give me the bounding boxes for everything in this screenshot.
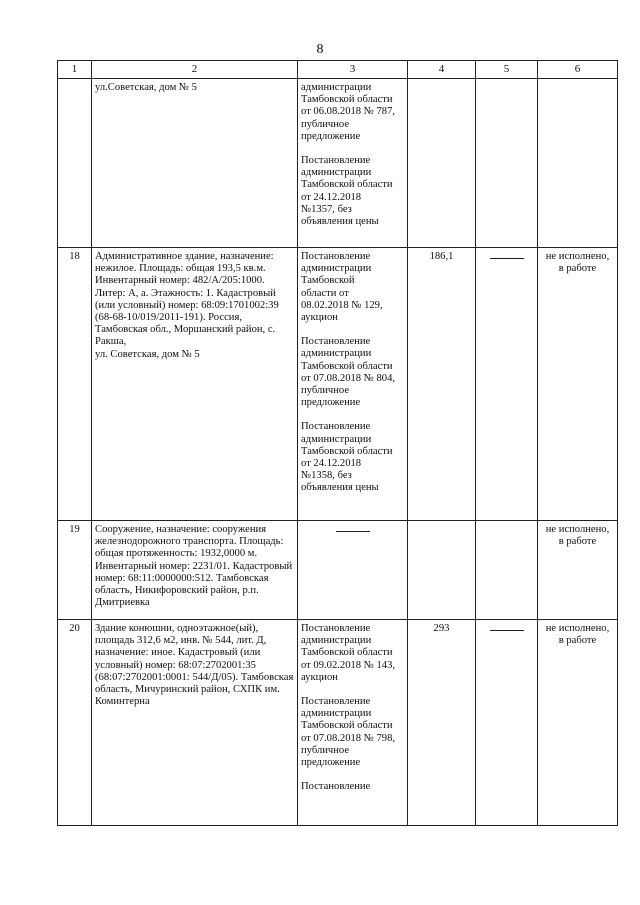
column-header: 4	[408, 61, 476, 79]
dash-mark	[490, 630, 524, 631]
table-row	[58, 620, 618, 826]
document-entry: Постановление администрации Тамбовской области от 09.02.2018 № 143, аукцион	[301, 623, 396, 683]
value-cell	[408, 79, 476, 248]
value-cell: 293	[408, 620, 476, 826]
col5-cell	[476, 79, 538, 248]
document-entry: администрации Тамбовской области от 06.08.2018 № 787, публичное предложение	[301, 82, 396, 142]
page-number: 8	[316, 42, 324, 57]
row-number	[58, 79, 92, 248]
document-entry: Постановление администрации Тамбовской области от 08.02.2018 № 129, аукцион	[301, 251, 383, 324]
value-cell	[408, 521, 476, 620]
object-description: ул.Советская, дом № 5	[92, 79, 298, 248]
document-entry: Постановление администрации Тамбовской области от 07.08.2018 № 804, публичное предложение	[301, 336, 396, 409]
status-cell: не исполнено, в работе	[538, 620, 618, 826]
object-description: Сооружение, назначение: сооружения железнодорожного транспорта. Площадь: общая протяженность: 1932,0000 м. Инвентарный номер: 2231/01. Кадастровый номер: 68:11:0000000:512. Тамбовская область, Никифоровский район, р.п. Дмитриевка	[92, 521, 298, 620]
row-number: 20	[58, 620, 92, 826]
dash-mark	[490, 258, 524, 259]
dash-mark	[336, 531, 370, 532]
column-header: 5	[476, 61, 538, 79]
status-cell: не исполнено, в работе	[538, 521, 618, 620]
column-header: 2	[92, 61, 298, 79]
document-list	[298, 620, 408, 826]
table-row	[58, 521, 618, 620]
document-list	[298, 79, 408, 248]
row-number: 19	[58, 521, 92, 620]
status-cell: не исполнено, в работе	[538, 248, 618, 521]
document-entry: Постановление	[301, 781, 371, 793]
row-number: 18	[58, 248, 92, 521]
object-description: Административное здание, назначение: нежилое. Площадь: общая 193,5 кв.м. Инвентарный номер: 482/А/205:1000. Литер: А, а. Этажность: 1. Кадастровый (или условный) номер: 68:09:1701002:39 (68-68-10/019/2011-191). Россия, Тамбовская обл., Моршанский район, с. Ракша, ул. Советская, дом № 5	[92, 248, 298, 521]
document-entry: Постановление администрации Тамбовской области от 07.08.2018 № 798, публичное предложение	[301, 696, 396, 769]
object-description: Здание конюшни, одноэтажное(ый), площадь 312,6 м2, инв. № 544, лит. Д, назначение: иное. Кадастровый (или условный) номер: 68:07:2702001:35 (68:07:2702001:0001: 544/Д/05). Тамбовская область, Мичуринский район, СХПК им. Коминтерна	[92, 620, 298, 826]
column-header: 1	[58, 61, 92, 79]
document-list	[298, 248, 408, 521]
col5-cell	[476, 248, 538, 521]
document-list	[298, 521, 408, 620]
table-row	[58, 248, 618, 521]
table-row	[58, 79, 618, 248]
col5-cell	[476, 521, 538, 620]
header-row	[58, 61, 618, 79]
col5-cell	[476, 620, 538, 826]
value-cell: 186,1	[408, 248, 476, 521]
document-entry: Постановление администрации Тамбовской области от 24.12.2018 №1358, без объявления цены	[301, 421, 393, 494]
status-cell	[538, 79, 618, 248]
column-header: 3	[298, 61, 408, 79]
document-entry: Постановление администрации Тамбовской области от 24.12.2018 №1357, без объявления цены	[301, 155, 393, 228]
property-table	[57, 60, 618, 826]
column-header: 6	[538, 61, 618, 79]
